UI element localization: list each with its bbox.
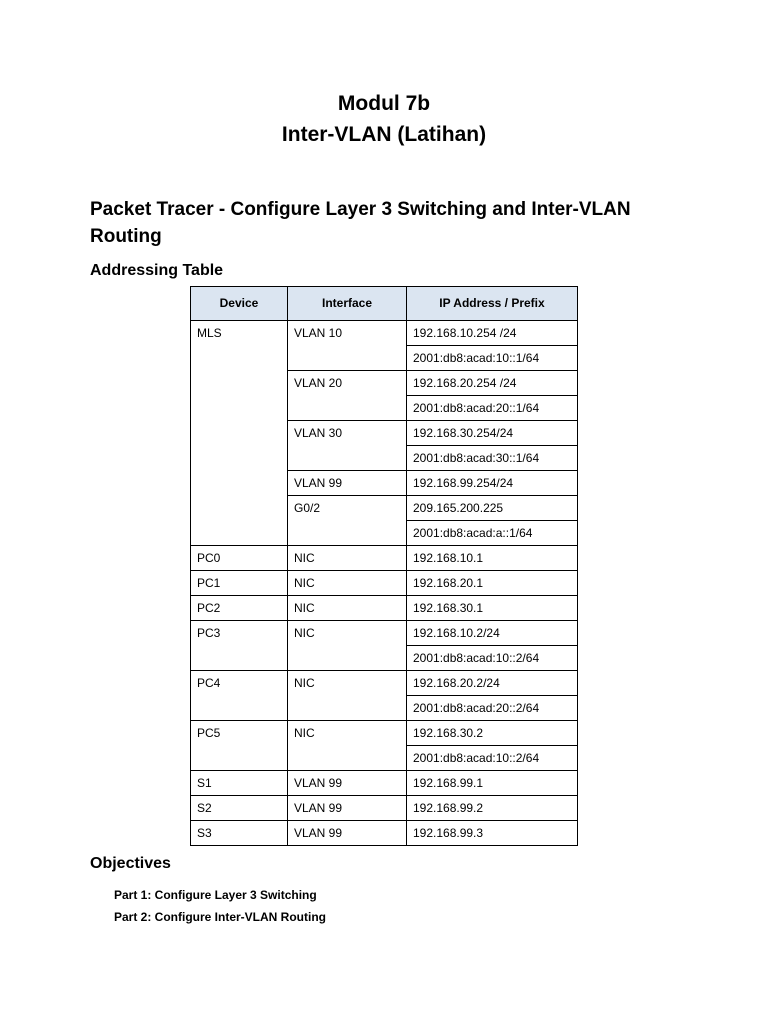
- interface-cell: VLAN 10: [288, 321, 407, 371]
- objective-item: Part 1: Configure Layer 3 Switching: [114, 888, 317, 902]
- device-cell: PC0: [191, 546, 288, 571]
- device-cell: PC4: [191, 671, 288, 721]
- ip-address-cell: 192.168.30.2: [407, 721, 578, 746]
- ip-address-cell: 192.168.99.2: [407, 796, 578, 821]
- interface-cell: VLAN 99: [288, 771, 407, 796]
- interface-cell: VLAN 99: [288, 821, 407, 846]
- ip-address-cell: 192.168.10.254 /24: [407, 321, 578, 346]
- table-row: [191, 721, 578, 746]
- header-interface: Interface: [288, 287, 407, 321]
- interface-cell: VLAN 99: [288, 796, 407, 821]
- interface-cell: NIC: [288, 671, 407, 721]
- interface-cell: NIC: [288, 721, 407, 771]
- interface-cell: VLAN 20: [288, 371, 407, 421]
- header-device: Device: [191, 287, 288, 321]
- ip-address-cell: 2001:db8:acad:a::1/64: [407, 521, 578, 546]
- ip-address-cell: 192.168.20.2/24: [407, 671, 578, 696]
- table-row: [191, 321, 578, 346]
- addressing-table: [190, 286, 578, 846]
- interface-cell: NIC: [288, 621, 407, 671]
- ip-address-cell: 192.168.30.254/24: [407, 421, 578, 446]
- table-row: [191, 796, 578, 821]
- objectives-heading: Objectives: [90, 855, 171, 872]
- interface-cell: VLAN 99: [288, 471, 407, 496]
- ip-address-cell: 2001:db8:acad:10::2/64: [407, 746, 578, 771]
- table-row: [191, 546, 578, 571]
- ip-address-cell: 209.165.200.225: [407, 496, 578, 521]
- ip-address-cell: 192.168.99.3: [407, 821, 578, 846]
- device-cell: MLS: [191, 321, 288, 546]
- ip-address-cell: 192.168.10.2/24: [407, 621, 578, 646]
- ip-address-cell: 192.168.10.1: [407, 546, 578, 571]
- table-row: [191, 596, 578, 621]
- header-ip-address: IP Address / Prefix: [407, 287, 578, 321]
- document-heading: Packet Tracer - Configure Layer 3 Switching and Inter-VLAN Routing: [90, 199, 631, 247]
- device-cell: PC3: [191, 621, 288, 671]
- ip-address-cell: 2001:db8:acad:20::2/64: [407, 696, 578, 721]
- table-row: [191, 771, 578, 796]
- table-row: [191, 571, 578, 596]
- interface-cell: NIC: [288, 571, 407, 596]
- ip-address-cell: 192.168.20.1: [407, 571, 578, 596]
- ip-address-cell: 2001:db8:acad:10::1/64: [407, 346, 578, 371]
- table-row: [191, 671, 578, 696]
- table-row: [191, 821, 578, 846]
- table-body: [191, 321, 578, 846]
- objective-item: Part 2: Configure Inter-VLAN Routing: [114, 910, 326, 924]
- device-cell: PC1: [191, 571, 288, 596]
- addressing-table-heading: Addressing Table: [90, 262, 224, 279]
- ip-address-cell: 2001:db8:acad:30::1/64: [407, 446, 578, 471]
- interface-cell: NIC: [288, 596, 407, 621]
- device-cell: S2: [191, 796, 288, 821]
- ip-address-cell: 2001:db8:acad:10::2/64: [407, 646, 578, 671]
- ip-address-cell: 2001:db8:acad:20::1/64: [407, 396, 578, 421]
- device-cell: S3: [191, 821, 288, 846]
- device-cell: PC5: [191, 721, 288, 771]
- device-cell: S1: [191, 771, 288, 796]
- module-title: Modul 7b: [337, 92, 431, 115]
- interface-cell: NIC: [288, 546, 407, 571]
- ip-address-cell: 192.168.30.1: [407, 596, 578, 621]
- ip-address-cell: 192.168.99.1: [407, 771, 578, 796]
- objectives-list: [114, 886, 326, 930]
- table-row: [191, 621, 578, 646]
- ip-address-cell: 192.168.20.254 /24: [407, 371, 578, 396]
- module-subtitle: Inter-VLAN (Latihan): [281, 123, 487, 146]
- device-cell: PC2: [191, 596, 288, 621]
- ip-address-cell: 192.168.99.254/24: [407, 471, 578, 496]
- table-header-row: [191, 287, 578, 321]
- interface-cell: VLAN 30: [288, 421, 407, 471]
- interface-cell: G0/2: [288, 496, 407, 546]
